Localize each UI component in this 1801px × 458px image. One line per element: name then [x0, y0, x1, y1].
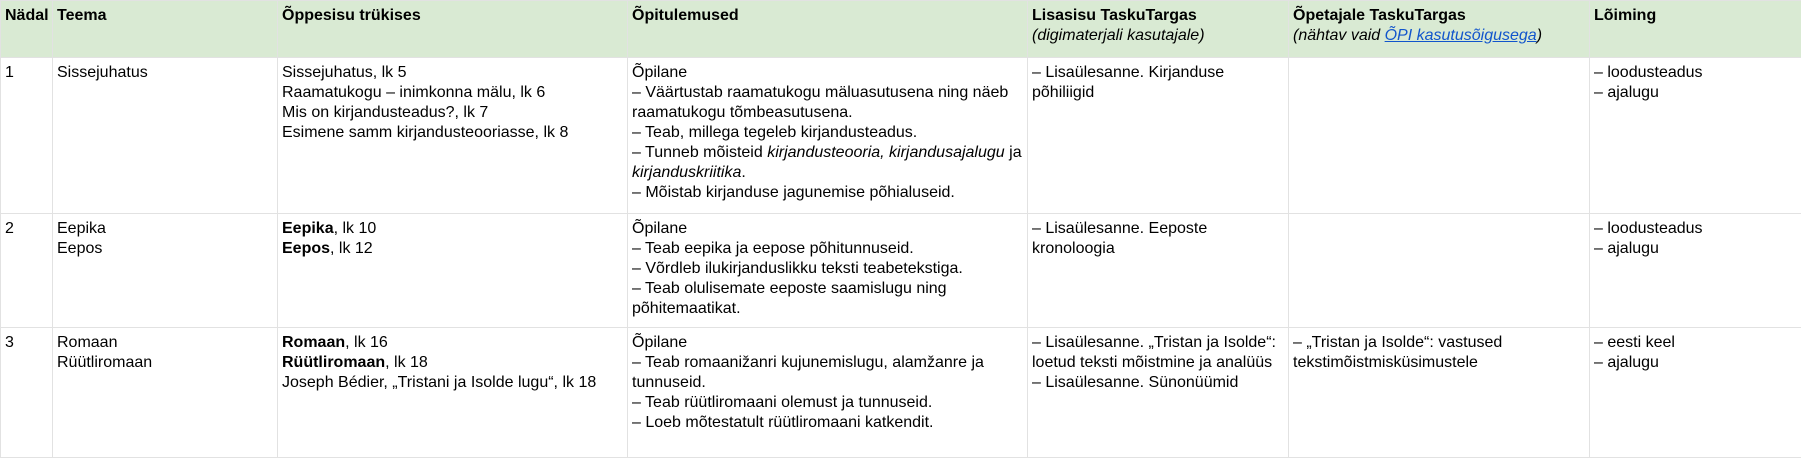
cell-textbook[interactable]	[278, 214, 628, 328]
outcome-line: – Mõistab kirjanduse jagunemise põhialuseid.	[632, 183, 1023, 203]
textbook-line	[282, 353, 623, 373]
cell-topic[interactable]	[53, 58, 278, 214]
table-row	[1, 58, 1801, 214]
outcome-text: – Tunneb mõisteid	[632, 144, 767, 161]
header-extra-title: Lisasisu TaskuTargas	[1032, 7, 1197, 24]
integration-line: – eesti keel	[1594, 333, 1797, 353]
outcome-line: – Teab rüütliromaani olemust ja tunnuseid.	[632, 393, 1023, 413]
cell-textbook[interactable]	[278, 328, 628, 458]
header-teacher-subtitle	[1293, 26, 1585, 46]
outcomes-heading: Õpilane	[632, 63, 1023, 83]
teacher-line: – „Tristan ja Isolde“: vastused tekstimõistmisküsimustele	[1293, 333, 1585, 373]
cell-integration[interactable]	[1590, 58, 1801, 214]
extra-line: – Lisaülesanne. Eeposte kronoloogia	[1032, 219, 1284, 259]
textbook-line: Raamatukogu – inimkonna mälu, lk 6	[282, 83, 623, 103]
cell-integration[interactable]	[1590, 328, 1801, 458]
cell-extra[interactable]	[1028, 214, 1289, 328]
cell-teacher[interactable]	[1289, 328, 1590, 458]
textbook-title: Eepika	[282, 220, 334, 237]
textbook-page: , lk 18	[385, 354, 428, 371]
integration-line: – ajalugu	[1594, 239, 1797, 259]
outcome-text: .	[741, 164, 745, 181]
header-teacher-sub-prefix: (nähtav vaid	[1293, 27, 1385, 44]
integration-line: – loodusteadus	[1594, 219, 1797, 239]
header-teacher-title: Õpetajale TaskuTargas	[1293, 7, 1466, 24]
outcome-term: kirjandusteooria, kirjandusajalugu	[767, 144, 1004, 161]
outcome-line: – Teab eepika ja eepose põhitunnuseid.	[632, 239, 1023, 259]
cell-extra[interactable]	[1028, 58, 1289, 214]
cell-teacher[interactable]	[1289, 214, 1590, 328]
outcome-line: – Väärtustab raamatukogu mäluasutusena ning näeb raamatukogu tõmbeasutusena.	[632, 83, 1023, 123]
cell-week[interactable]: 1	[1, 58, 53, 214]
opi-license-link[interactable]: ÕPI kasutusõigusega	[1385, 27, 1537, 44]
header-outcomes[interactable]: Õpitulemused	[628, 1, 1028, 58]
header-teacher-sub-suffix: )	[1537, 27, 1542, 44]
table-row	[1, 214, 1801, 328]
extra-line: – Lisaülesanne. Kirjanduse põhiliigid	[1032, 63, 1284, 103]
cell-extra[interactable]	[1028, 328, 1289, 458]
cell-teacher[interactable]	[1289, 58, 1590, 214]
topic-line: Sissejuhatus	[57, 63, 273, 83]
table-row	[1, 328, 1801, 458]
cell-topic[interactable]	[53, 214, 278, 328]
topic-line: Rüütliromaan	[57, 353, 273, 373]
textbook-title: Romaan	[282, 334, 345, 351]
topic-line: Eepos	[57, 239, 273, 259]
header-topic[interactable]: Teema	[53, 1, 278, 58]
outcome-text: ja	[1005, 144, 1022, 161]
cell-week[interactable]: 2	[1, 214, 53, 328]
outcome-line: – Teab romaanižanri kujunemislugu, alamžanre ja tunnuseid.	[632, 353, 1023, 393]
cell-outcomes[interactable]	[628, 214, 1028, 328]
outcome-line: – Teab olulisemate eeposte saamislugu ning põhitemaatikat.	[632, 279, 1023, 319]
header-week[interactable]: Nädal	[1, 1, 53, 58]
integration-line: – ajalugu	[1594, 353, 1797, 373]
outcomes-heading: Õpilane	[632, 333, 1023, 353]
outcome-term: kirjanduskriitika	[632, 164, 741, 181]
textbook-title: Eepos	[282, 240, 330, 257]
textbook-page: , lk 12	[330, 240, 373, 257]
integration-line: – loodusteadus	[1594, 63, 1797, 83]
textbook-page: , lk 16	[345, 334, 388, 351]
header-row	[1, 1, 1801, 58]
textbook-page: , lk 10	[334, 220, 377, 237]
integration-line: – ajalugu	[1594, 83, 1797, 103]
header-extra[interactable]	[1028, 1, 1289, 58]
header-extra-subtitle: (digimaterjali kasutajale)	[1032, 26, 1284, 46]
header-integration[interactable]: Lõiming	[1590, 1, 1801, 58]
textbook-line	[282, 239, 623, 259]
outcome-line: – Teab, millega tegeleb kirjandusteadus.	[632, 123, 1023, 143]
header-textbook[interactable]: Õppesisu trükises	[278, 1, 628, 58]
cell-outcomes[interactable]	[628, 328, 1028, 458]
extra-line: – Lisaülesanne. „Tristan ja Isolde“: loetud teksti mõistmine ja analüüs	[1032, 333, 1284, 373]
textbook-title: Rüütliromaan	[282, 354, 385, 371]
outcome-line: – Loeb mõtestatult rüütliromaani katkendit.	[632, 413, 1023, 433]
extra-line: – Lisaülesanne. Sünonüümid	[1032, 373, 1284, 393]
textbook-line: Joseph Bédier, „Tristani ja Isolde lugu“, lk 18	[282, 373, 623, 393]
textbook-line	[282, 333, 623, 353]
outcome-line: – Võrdleb ilukirjanduslikku teksti teabetekstiga.	[632, 259, 1023, 279]
textbook-line: Esimene samm kirjandusteooriasse, lk 8	[282, 123, 623, 143]
topic-line: Romaan	[57, 333, 273, 353]
textbook-line: Sissejuhatus, lk 5	[282, 63, 623, 83]
textbook-line: Mis on kirjandusteadus?, lk 7	[282, 103, 623, 123]
cell-integration[interactable]	[1590, 214, 1801, 328]
cell-topic[interactable]	[53, 328, 278, 458]
header-teacher[interactable]	[1289, 1, 1590, 58]
cell-textbook[interactable]	[278, 58, 628, 214]
outcome-line	[632, 143, 1023, 183]
cell-week[interactable]: 3	[1, 328, 53, 458]
outcomes-heading: Õpilane	[632, 219, 1023, 239]
topic-line: Eepika	[57, 219, 273, 239]
cell-outcomes[interactable]	[628, 58, 1028, 214]
textbook-line	[282, 219, 623, 239]
